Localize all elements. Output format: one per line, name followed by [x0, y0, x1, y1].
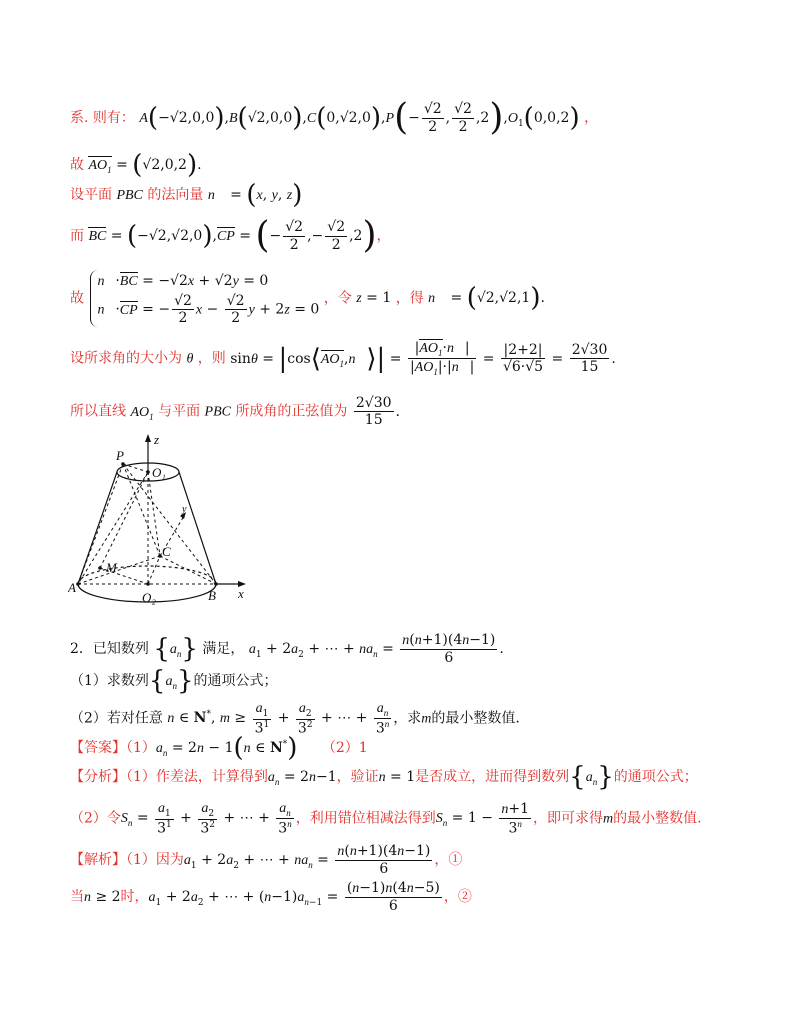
analysis-2a: （2）令 [70, 810, 121, 827]
mark-1: ，① [434, 852, 463, 869]
analysis-line2: （2）令$S_n$ = $\frac{a_1}{3^1}$ + $\frac{a_2}{3^2}$ + ⋯ + $\frac{a_n}{3^n}$ ，利用错位相减法得到$S_n = 1$ − $\frac{n+1}{3^n}$ ，即可求得m的最小整数值. [70, 800, 702, 837]
problem2-q1: （1）求数列$\{a_n\}$的通项公式； [70, 666, 278, 696]
frustum-figure [68, 432, 258, 607]
analysis-1d: 的通项公式； [613, 769, 698, 785]
solution-1a: （1）因为 [126, 852, 184, 869]
solution-2b: 时， [120, 889, 149, 906]
vector-ao1-formula: $AO_1 = (√2,0,2)$. [88, 150, 202, 180]
normal-vector-prefix: 设平面 [70, 187, 112, 203]
solution-tag: 【解析】 [70, 852, 126, 869]
mark-2: ，② [443, 889, 472, 906]
problem2-q2: （2）若对任意 n ∈ N*, m ≥ $\frac{a_1}{3^1}$ + $\frac{a_2}{3^2}$ + ⋯ + $\frac{a_n}{3^n}$ ，求m的最小整数值. [70, 701, 520, 737]
analysis-line1: 【分析】（1）作差法，计算得到$a_n = 2n-1$，验证n = 1是否成立，进而得到数列$\{a_n\}$的通项公式； [70, 762, 698, 792]
solution-line2: 当n ≥ 2时，$a_1 + 2a_2$ + ⋯ + $(n-1)a_{n-1}$ = $\frac{(n-1)n(4n-5)}{6}$ ，② [70, 880, 472, 915]
conclusion-mid: 与平面 [158, 403, 201, 420]
problem2-number: 2．已知数列 [70, 641, 149, 658]
analysis-2d: 的最小整数值. [613, 810, 702, 827]
bc-cp-line: 而 BC = (−√2,√2,0),CP = (− $\frac{√2}{2}$ ,− $\frac{√2}{2}$ ,2)， [70, 215, 391, 256]
sine-mid: ，则 [197, 350, 226, 367]
system-mid2: ，得 [395, 290, 424, 307]
problem2-mid: 满足， [202, 641, 245, 658]
solution-2a: 当 [70, 889, 84, 906]
label-p: P [116, 448, 124, 463]
label-o2: O₂ [142, 590, 156, 605]
label-b: B [208, 588, 216, 603]
analysis-1b: ，验证 [336, 769, 379, 785]
vector-ao1-line [70, 152, 202, 178]
conclusion-line: 所以直线 $AO_1$ 与平面 PBC 所成角的正弦值为 $\frac{2√30}{15}$ . [70, 395, 400, 429]
label-o1: O₁ [152, 465, 166, 480]
equation-system: n⃗·BC = −√2x + √2y = 0 n⃗·CP = − $\frac{√2}{2}$ x − $\frac{√2}{2}$ y + 2z = 0 [90, 270, 319, 327]
solution-line1: 【解析】（1）因为$a_1 + 2a_2$ + ⋯ + $na_n$ = $\frac{n(n+1)(4n-1)}{6}$ ，① [70, 843, 463, 878]
label-a: A [68, 580, 76, 595]
analysis-1c: 是否成立，进而得到数列 [415, 769, 570, 785]
vector-ao1-prefix: 故 [70, 157, 84, 173]
coords-prefix: 系. 则有： [70, 110, 135, 126]
analysis-1a: （1）作差法，计算得到 [126, 769, 268, 785]
q2-prefix: （2）若对任意 [70, 710, 163, 727]
coords-line: 系. 则有： A(−√2,0,0),B(√2,0,0),C(0,√2,0),P(− $\frac{√2}{2}$ , $\frac{√2}{2}$ $,2),O_1(0,0,2)$ ， [70, 97, 599, 138]
q2-tail: 的最小整数值. [431, 710, 520, 727]
analysis-2b: ，利用错位相减法得到 [295, 810, 436, 827]
conclusion-mid2: 所成角的正弦值为 [235, 403, 348, 420]
answer-2: （2）1 [321, 740, 368, 756]
coords-formula: A(−√2,0,0),B(√2,0,0),C(0,√2,0),P(− $\frac{√2}{2}$ , $\frac{√2}{2}$ $,2),O_1(0,0,2)$ [139, 97, 580, 138]
label-y: y [182, 504, 187, 515]
analysis-2c: ，即可求得 [533, 810, 604, 827]
answer-1: （1） [126, 740, 156, 756]
answer-tag: 【答案】 [70, 740, 126, 756]
bc-cp-prefix: 而 [70, 228, 84, 244]
q2-end: ，求 [393, 710, 422, 727]
answer-line: 【答案】$(1)a_n = 2n - 1(n$ ∈ N*) （2）1 [70, 733, 368, 763]
problem2-statement: 2．已知数列 $\{a_n\}$ 满足， $a_1 + 2a_2$ + ⋯ + $na_n$ = $\frac{n(n+1)(4n-1)}{6}$ . [70, 632, 504, 667]
analysis-tag: 【分析】 [70, 769, 126, 785]
conclusion-prefix: 所以直线 [70, 403, 126, 420]
system-mid: ，令 [323, 290, 352, 307]
q1-prefix: （1）求数列 [70, 673, 149, 689]
system-line: 故 n⃗·BC = −√2x + √2y = 0 n⃗·CP = − $\frac{√2}{2}$ x − $\frac{√2}{2}$ y + 2z = 0 ，令 z = 1 ，得 n⃗ = (√2,√2,1). [70, 270, 545, 327]
label-m: M [106, 560, 117, 575]
system-prefix: 故 [70, 290, 84, 307]
normal-vector-line: 设平面 PBC 的法向量 n⃗ = (x, y, z) [70, 180, 303, 210]
label-z: z [154, 432, 160, 447]
q1-end: 的通项公式； [193, 673, 278, 689]
sine-line: 设所求角的大小为 θ ，则 $\sin\theta = |\cos⟨AO_1,n⃗⟩|$ = $\frac{|AO_1\cdot n⃗|}{|AO_1|\cdot|n⃗|}$ = $\frac{|2+2|}{√6\cdot√5}$ = $\frac{2√30}{15}$ . [70, 340, 616, 377]
label-x: x [238, 586, 244, 601]
label-c: C [162, 544, 171, 559]
sine-prefix: 设所求角的大小为 [70, 350, 182, 367]
normal-vector-mid: 的法向量 [147, 187, 204, 203]
